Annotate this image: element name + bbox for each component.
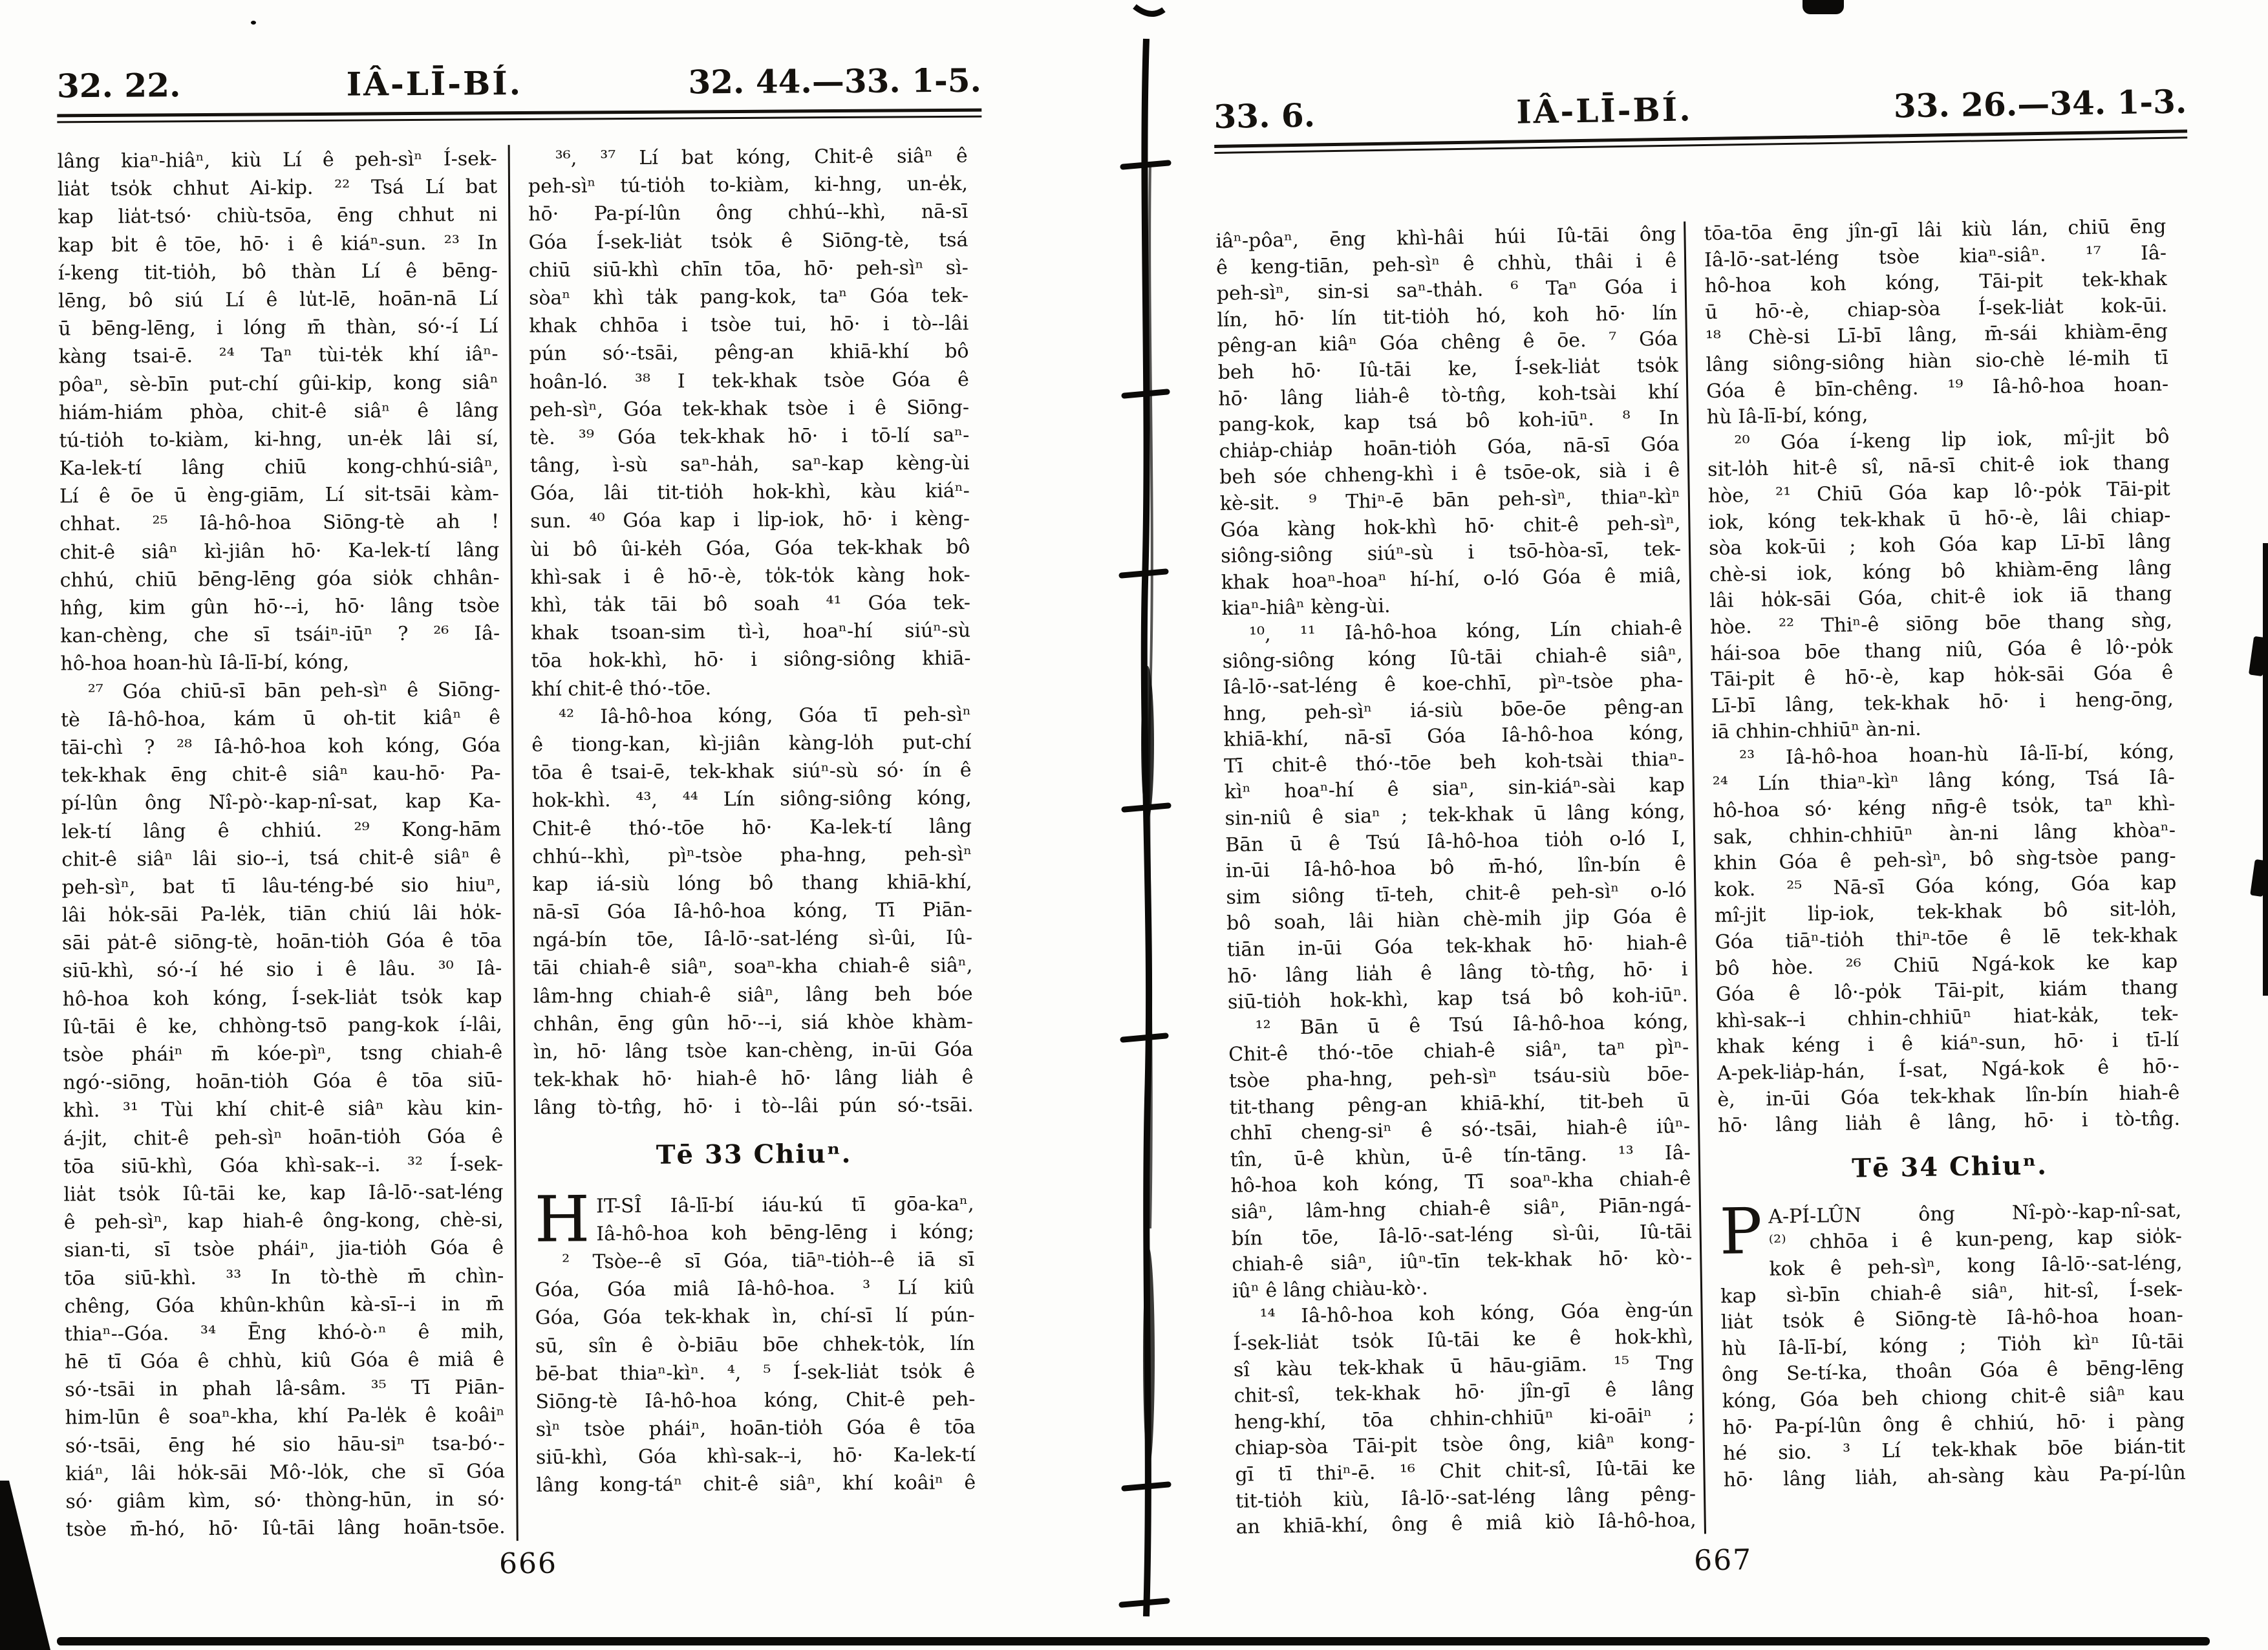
text-line: khì-sak i ê hō·-è, to̍k-to̍k kàng hok- [530,563,970,589]
text-line: lia̍t tso̍k ê Siōng-tè Iâ-hô-hoa hoan- [1720,1303,2184,1334]
text-line: ¹⁴ Iâ-hô-hoa koh kóng, Góa èng-ún [1259,1298,1693,1329]
text-line: Góa ê lô·-po̍k Tāi-pi̍t, kiám thang [1715,976,2179,1007]
text-line: ⁽²⁾ chhōa i ê kun-peng, kap sio̍k- [1768,1225,2183,1255]
text-line: hô-hoa koh kóng, Tī soaⁿ-kha chiah-ê [1230,1167,1691,1198]
text-line: peh-sìⁿ, Góa tek-khak tsòe i ê Siōng- [529,396,970,422]
text-line: siū-tio̍h hok-khì, kap tsá bô koh-iūⁿ. [1227,983,1689,1014]
text-line: chit-ê siâⁿ kì-jiân hō· Ka-lek-tí lâng [59,538,500,564]
scan-artifact-bottom-bar [57,1637,2210,1645]
text-line: Iâ-hô-hoa koh bēng-lēng i kóng; [596,1220,974,1246]
text-line: hiám-hiám phòa, chit-ê siâⁿ ê lâng [59,398,499,425]
text-line: kap lia̍t-tsó· chiù-tsōa, ēng chhut ni [58,203,498,229]
text-line: in-ūi Iâ-hô-hoa bô m̄-hó, lîn-bín ê [1225,852,1687,883]
text-line: tú-tio̍h to-kiàm, ki-hng, un-e̍k lâi sí, [59,427,499,453]
text-line: tè Iâ-hô-hoa, kám ū oh-tit kiâⁿ ê [60,705,501,732]
text-line: hō· Pa-pí-lûn ông ê chhiú, hō· i pàng [1722,1409,2185,1439]
text-line: sim siông tī-teh, chit-ê peh-sìⁿ o-ló [1226,879,1687,909]
text-line: thiaⁿ--Góa. ³⁴ Ēng khó-ò·ⁿ ê mi̍h, [64,1320,504,1346]
text-line: ²³ Iâ-hô-hoa hoan-hù Iâ-lī-bí, kóng, [1738,740,2175,770]
text-column-3 [1215,222,1696,1541]
text-line: pí-lûn ông Nî-pò·-kap-nî-sat, kap Ka- [61,789,501,815]
drop-cap: P [1718,1194,1763,1269]
text-line: bô soah, lâi hiàn chè-mi̍h ji̍p Góa ê [1226,905,1687,936]
text-line: kóng, Góa beh chiong chit-ê siâⁿ kau [1722,1382,2185,1413]
text-line: chiah-ê siâⁿ, iûⁿ-tīn tek-khak hō· kò·- [1232,1246,1693,1276]
text-line: sòa kok-ūi ; koh Góa kap Lī-bī lâng [1708,530,2172,561]
text-line: pôaⁿ, sè-bīn put-chí gûi-ki̍p, kong siâⁿ [58,370,498,396]
text-line: ngó·-siōng, hoān-tio̍h Góa ê tōa siū- [63,1069,503,1095]
dropcap-paragraph [534,1182,974,1257]
drop-cap: H [534,1182,590,1257]
text-line: hù Iâ-lī-bí, kóng, [1706,403,1868,429]
text-line: lēng, bô siú Lí ê lu̍t-lē, hoān-nā Lí [58,287,498,313]
page-header [57,62,981,105]
chapter-heading: Tē 33 Chiuⁿ. [656,1138,852,1170]
text-line: lín, hō· lín tit-tio̍h hó, koh hō· lín [1217,301,1678,332]
text-line: hok-khì. ⁴³, ⁴⁴ Lín siông-siông kóng, [531,787,972,813]
text-line: kiáⁿ, lâi ho̍k-sāi Mô·-lo̍k, che sī Góa [65,1460,506,1486]
text-line: Góa ê bīn-chêng. ¹⁹ Iâ-hô-hoa hoan- [1706,372,2169,403]
text-line: peh-sìⁿ tú-tio̍h to-kiàm, ki-hng, un-e̍k, [528,172,968,198]
text-line: hòe, ²¹ Chiū Góa kap lô·-po̍k Tāi-pi̍t [1707,477,2170,508]
text-line: lâng tò-tn̂g, hō· i tò--lâi pún só·-tsāi. [533,1094,974,1120]
text-line: him-lūn ê soaⁿ-kha, khí Pa-le̍k ê koâiⁿ [65,1404,505,1430]
text-line: tè. ³⁹ Góa tek-khak hō· i tō-lí saⁿ- [530,423,970,449]
text-line: Iâ-lō·-sat-léng ê koe-chhī, pìⁿ-tsòe pha- [1223,669,1684,699]
text-line: pang-kok, kap tsá bô koh-iūⁿ. ⁸ In [1218,406,1680,437]
text-line: beh sóe chheng-khì i ê tsōe-ok, sià i ê [1219,459,1680,489]
text-line: Góa, lâi tit-tio̍h hok-khì, kàu kiáⁿ- [530,480,970,506]
book-title: IÂ-LĪ-BÍ. [346,63,523,103]
text-line: tāi chiah-ê siâⁿ, soaⁿ-kha chiah-ê siâⁿ, [533,954,973,980]
text-line: chhân, ēng gûn hō·--i, siá khòe khàm- [533,1010,974,1036]
text-line: iâⁿ-pôaⁿ, ēng khì-hâi húi Iû-tāi ông [1215,222,1676,253]
text-line: sit-lo̍h hit-ê sî, nā-sī chit-ê iok thang [1707,451,2170,482]
text-line: Ka-lek-tí lâng chiū kong-chhú-siâⁿ, [59,455,499,480]
text-line: tōa siū-khì, Góa khì-sak--i. ³² Í-sek- [63,1152,504,1179]
header-verse-range-right: 32. 44.—33. 1-5. [688,61,982,102]
text-line: hòe. ²² Thiⁿ-ê siōng bōe thang sǹg, [1709,608,2173,639]
header-double-rule [57,109,981,123]
text-line: A-PÍ-LÛN ông Nî-pò·-kap-nî-sat, [1768,1199,2182,1228]
text-line: ông Se-tí-ka, thoân Góa ê bēng-lēng [1721,1356,2185,1387]
text-line: Chit-ê thó·-tōe chiah-ê siâⁿ, taⁿ pìⁿ- [1228,1036,1689,1067]
text-line: Chit-ê thó·-tōe hō· Ka-lek-tí lâng [531,815,972,841]
text-line: sin-niû ê siaⁿ ; tek-khak ū lâng kóng, [1225,800,1685,830]
text-line: kap bi̍t ê tōe, hō· i ê kiáⁿ-sun. ²³ In [58,231,498,257]
text-line: kè-si̍t. ⁹ Thiⁿ-ē bān peh-sìⁿ, thiaⁿ-kìⁿ [1219,485,1681,515]
text-line: tōa-tōa ēng jîn-gī lâi kiù lán, chiū ēng [1704,215,2166,246]
scan-artifact-corner-blotch [0,1481,50,1650]
text-line: Lī-bī lâng, tek-khak hō· i heng-ōng, [1711,687,2174,718]
text-line: lâng siông-siông hiàn sio-chè lé-mi̍h tī [1706,346,2168,377]
text-line: tsòe m̄-hó, hō· Iû-tāi lâng hoān-tsōe. [65,1516,506,1541]
text-line: chhú--khì, pìⁿ-tsòe pha-hng, peh-sìⁿ [532,842,972,868]
text-line: ùi bô ûi-ke̍h Góa, Góa tek-khak bô [530,535,970,561]
text-line: chit-sî, tek-khak hō· jîn-gī ê lâng [1234,1377,1695,1408]
text-line: siū-khì, só·-í hé sio i ê lâu. ³⁰ Iâ- [62,957,502,983]
text-line: khì, ta̍k tāi bô soah ⁴¹ Góa tek- [530,591,971,617]
text-line: peh-sìⁿ, sin-si saⁿ-tha̍h. ⁶ Taⁿ Góa i [1216,275,1677,306]
text-line: an khiā-khí, ông ê miâ kiò Iâ-hô-hoa, [1236,1508,1696,1539]
text-line: ū bēng-lēng, i lóng m̄ thàn, só·-í Lí [58,315,498,341]
text-line: chia̍p-chia̍p hoān-tio̍h Góa, nā-sī Góa [1219,433,1680,463]
text-line: lek-tí lâng ê chhiú. ²⁹ Kong-hām [61,817,502,843]
text-line: kìⁿ hoaⁿ-hí ê siaⁿ, sin-kiáⁿ-sài kap [1224,774,1685,804]
text-line: Í-sek-lia̍t tso̍k Iû-tāi ke ê hok-khì, [1233,1325,1694,1355]
text-line: heng-khí, tōa chhin-chhiūⁿ ki-oāiⁿ ; [1234,1404,1695,1434]
text-line: lâng kiaⁿ-hiâⁿ, kiù Lí ê peh-sìⁿ Í-sek- [57,147,497,173]
text-line: tōa hok-khì, hō· i siông-siông khiā- [531,647,971,673]
text-line: tāi-chì ? ²⁸ Iâ-hô-hoa koh kóng, Góa [61,734,501,760]
text-line: í-keng tit-tio̍h, bô thàn Lí ê bēng- [58,259,498,285]
text-column-1 [58,145,506,1543]
text-line: pún só·-tsāi, pêng-an khiā-khí bô [529,340,969,366]
text-line: khak kéng i ê kiáⁿ-sun, hō· i tī-lí [1716,1029,2179,1059]
page-right [1214,83,2210,1584]
text-line: iok, kóng tek-khak ū hō·-è, lâi chiap- [1708,504,2171,534]
text-line: tit-thang pêng-an khiā-khí, tit-beh ū [1229,1089,1690,1119]
text-line: ²⁷ Góa chiū-sī bān peh-sìⁿ ê Siōng- [87,678,500,703]
text-line: tek-khak hō· hiah-ê hō· lâng lia̍h ê [533,1066,974,1092]
page-number: 666 [498,1547,558,1581]
binding-gutter [1096,0,1199,1650]
text-line: tit-tio̍h kiù, Iâ-lō·-sat-léng lâng pêng- [1235,1483,1696,1513]
text-line: kiaⁿ-hiâⁿ kèng-ùi. [1221,595,1391,621]
chapter-heading: Tē 34 Chiuⁿ. [1851,1150,2048,1184]
text-line: hn̂g, kim gûn hō·--i, hō· lâng tsòe [59,594,500,620]
text-line: kok ê peh-sìⁿ, kong Iâ-lō·-sat-léng, [1769,1251,2183,1281]
text-line: só·-tsāi, ēng hé sio hāu-siⁿ tsa-bó·- [65,1431,505,1457]
text-line: Siōng-tè Iâ-hô-hoa kóng, Chit-ê peh- [535,1388,976,1413]
page-number: 667 [1693,1543,1753,1578]
text-line: pêng-an kiâⁿ Góa chêng ê ōe. ⁷ Góa [1217,328,1678,358]
header-verse-range-left: 32. 22. [56,66,181,105]
text-line: khiā-khí, nā-sī Góa Iâ-hô-hoa kóng, [1223,721,1684,752]
text-line: chiap-sòa Tāi-pi̍t tsòe ông, kiâⁿ kong- [1234,1430,1696,1461]
page-left [57,62,990,1583]
text-line: bē-bat thiaⁿ-kìⁿ. ⁴, ⁵ Í-sek-lia̍t tso̍k ê [535,1360,976,1386]
text-line: hù Iâ-lī-bí, kóng ; Tio̍h kìⁿ Iû-tāi [1721,1330,2184,1360]
text-line: gī tī thiⁿ-ē. ¹⁶ Chit chit-sî, Iû-tāi ke [1235,1456,1696,1486]
text-line: ¹⁸ Chè-si Lī-bī lâng, m̄-sái khiàm-ēng [1705,320,2168,350]
text-line: Tāi-pi̍t ê hō·-è, kap ho̍k-sāi Góa ê [1710,661,2174,692]
text-line: bô hòe. ²⁶ Chiū Ngá-kok ke kap [1715,950,2178,980]
text-line: chhat. ²⁵ Iâ-hô-hoa Siōng-tè ah ! [59,510,500,536]
text-line: kap iá-siù lóng bô thang khiā-khí, [532,870,972,896]
text-line: ¹⁰, ¹¹ Iâ-hô-hoa kóng, Lín chiah-ê [1248,616,1683,647]
text-line: lâi ho̍k-sāi Góa, chit-ê iok iā thang [1709,583,2172,613]
text-line: A-pek-lia̍p-hán, Í-sat, Ngá-kok ê hō·- [1717,1055,2180,1085]
text-line: Iû-tāi ê ke, chhòng-tsō pang-kok í-lâi, [62,1013,503,1039]
text-line: sî kàu tek-khak ū hāu-giām. ¹⁵ Tng [1233,1351,1695,1382]
text-line: nā-sī Góa Iâ-hô-hoa kóng, Tī Piān- [532,898,972,924]
text-line: IT-SÎ Iâ-lī-bí iáu-kú tī gōa-kaⁿ, [595,1192,974,1217]
text-line: chhī cheng-siⁿ ê só·-tsāi, hiah-ê iûⁿ- [1229,1115,1691,1145]
text-line: Iâ-lō·-sat-léng tsòe kiaⁿ-siâⁿ. ¹⁷ Iâ- [1704,241,2167,272]
text-line: hái-soa bōe thang niû, Góa ê lô·-po̍k [1710,635,2173,665]
text-line: sìⁿ tsòe pháiⁿ, hoān-tio̍h Góa ê tōa [535,1415,976,1441]
text-line: khak hoaⁿ-hoaⁿ hí-hí, o-ló Góa ê miâ, [1221,564,1682,594]
text-line: Tī chit-ê thó·-tōe beh koh-tsài thiaⁿ- [1223,747,1685,778]
header-verse-range-right: 33. 26.—34. 1-3. [1893,82,2187,125]
text-line: hô-hoa koh kóng, Í-sek-lia̍t tso̍k kap [62,985,502,1011]
text-line: ìn, hō· lâng tsòe kan-chèng, in-ūi Góa [533,1038,974,1064]
text-line: lia̍t tso̍k chhut Ai-ki̍p. ²² Tsá Lí bat [57,175,498,201]
text-line: lâm-hng chiah-ê siâⁿ, lâng beh bóe [533,982,973,1008]
text-line: ê tiong-kan, kì-jiân kàng-lo̍h put-chí [531,731,972,756]
text-line: sòaⁿ khì ta̍k pang-kok, taⁿ Góa tek- [528,284,969,310]
text-line: kok. ²⁵ Nā-sī Góa kóng, Góa kap [1714,871,2177,901]
scan-artifact-top-mark [1803,0,1844,14]
text-line: á-ji̍t, chit-ê peh-sìⁿ hoān-tio̍h Góa ê [63,1124,504,1150]
text-line: kap sì-bīn chiah-ê siâⁿ, hit-sî, Í-sek- [1720,1278,2183,1308]
text-line: hō· lâng lia̍h ê lâng, hō· i tò-tn̂g. [1717,1107,2181,1138]
text-line: khin Góa ê peh-sìⁿ, bô sǹg-tsòe pang- [1713,844,2176,875]
text-line: chit-ê siâⁿ lâi sio--i, tsá chit-ê siâⁿ ê [61,845,502,872]
text-line: tek-khak ēng chit-ê siâⁿ kau-hō· Pa- [61,762,501,788]
text-line: tōa siū-khì. ³³ In tò-thè m̄ chìn- [64,1264,504,1290]
text-line: siông-siông siúⁿ-sù i tsō-hòa-sī, tek- [1220,537,1682,568]
text-line: sun. ⁴⁰ Góa kap i li̍p-iok, hō· i kèng- [530,508,970,533]
text-line: ²⁴ Lín thiaⁿ-kìⁿ lâng kóng, Tsá Iâ- [1712,766,2176,797]
text-line: ū hō·-è, chiap-sòa Í-sek-lia̍t kok-ūi. [1705,294,2168,324]
text-line: khí chit-ê thó·-tōe. [531,676,712,701]
text-line: ² Tsòe--ê sī Góa, tiāⁿ-tio̍h--ê iā sī [562,1248,975,1274]
text-line: khak chhōa i tsòe tui, hō· i tò--lâi [529,312,969,338]
text-column-2 [528,142,976,1541]
text-line: beh hō· Iû-tāi ke, Í-sek-lia̍t tso̍k [1217,354,1678,384]
text-line: kan-chèng, che sī tsáiⁿ-iūⁿ ? ²⁶ Iâ- [60,622,500,648]
text-line: ê keng-tiān, peh-sìⁿ ê chhù, thâi i ê [1215,249,1677,279]
text-line: khì-sak--i chhin-chhiūⁿ hiat-ka̍k, tek- [1716,1002,2179,1033]
text-line: Góa kàng hok-khì hō· chit-ê peh-sìⁿ, [1220,511,1681,542]
text-line: tâng, ì-sù saⁿ-ha̍h, saⁿ-kap kèng-ùi [530,451,970,477]
text-line: siông-siông kóng Iû-tāi chiah-ê siâⁿ, [1222,643,1683,673]
text-line: hô-hoa hoan-hù Iâ-lī-bí, kóng, [60,651,350,676]
scan-artifact-right-edge-line [2263,543,2268,996]
text-line: hē tī Góa ê chhù, kiû Góa ê miâ ê [64,1348,505,1374]
text-line: ¹² Bān ū ê Tsú Iâ-hô-hoa kóng, [1255,1010,1689,1040]
text-line: ²⁰ Góa í-keng li̍p iok, mî-ji̍t bô [1734,425,2170,455]
column-divider [508,145,519,1541]
ink-speck [251,21,256,25]
text-line: sak, chhin-chhiūⁿ àn-ni lâng khòaⁿ- [1713,819,2176,849]
text-line: sāi pa̍t-ê siōng-tè, hoān-tio̍h Góa ê tōa [62,929,502,955]
text-line: hé sio. ³ Lí tek-khak bōe bián-tit [1722,1435,2186,1465]
text-line: só·-tsāi in phah lâ-sâm. ³⁵ Tī Piān- [65,1376,505,1402]
text-line: hō· Pa-pí-lûn ông chhú--khì, nā-sī [528,200,968,226]
text-line: iā chhin-chhiūⁿ àn-ni. [1711,718,1921,744]
text-line: kàng tsai-ē. ²⁴ Taⁿ tùi-te̍k khí iâⁿ- [58,343,498,369]
text-line: siâⁿ, lâm-hng chiah-ê siâⁿ, Piān-ngá- [1230,1194,1692,1224]
text-line: è, in-ūi Góa tek-khak lîn-bín hiah-ê [1717,1081,2180,1111]
text-line: tōa ê tsai-ē, tek-khak siúⁿ-sù só· ín ê [531,758,972,785]
text-line: hō· lâng lia̍h-ê tò-tn̂g, koh-tsài khí [1218,380,1679,411]
text-line: sian-ti, sī tsòe pháiⁿ, jia-tio̍h Góa ê [63,1236,504,1262]
text-line: Góa, Góa miâ Iâ-hô-hoa. ³ Lí kiû [535,1276,975,1302]
text-line: khak tsoan-sim tì-ì, hoaⁿ-hí siúⁿ-sù [531,619,971,645]
book-title: IÂ-LĪ-BÍ. [1515,90,1693,131]
text-line: hng, peh-sìⁿ iá-siù bōe-ōe pêng-an [1223,695,1684,725]
text-line: peh-sìⁿ, bat tī lâu-téng-bé sio hiuⁿ, [61,873,502,899]
text-line: tiān in-ūi Góa tek-khak hō· hiah-ê [1226,931,1687,961]
page-header [1214,83,2187,136]
text-line: khì. ³¹ Tùi khí chit-ê siâⁿ kàu kin- [63,1097,503,1122]
text-line: ⁴² Iâ-hô-hoa kóng, Góa tī peh-sìⁿ [558,703,972,729]
text-line: lia̍t tso̍k Iû-tāi ke, kap Iâ-lō·-sat-léng [63,1181,504,1206]
text-line: hô-hoa só· kéng nn̄g-ê tso̍k, taⁿ khì- [1713,792,2176,823]
text-line: sū, sîn ê ò-biāu bōe chhek-to̍k, lín [535,1332,976,1358]
text-line: chêng, Góa khûn-khûn kà-sī--i in m̄ [64,1292,504,1318]
text-line: só· giâm kìm, só· thòng-hūn, in só· [65,1488,506,1514]
text-line: hō· lâng lia̍h ê lâng tò-tn̂g, hō· i [1227,958,1688,988]
header-verse-range-left: 33. 6. [1214,96,1316,136]
text-line: tsòe pháiⁿ m̄ kóe-pìⁿ, tsng chiah-ê [63,1041,503,1067]
text-line: tîn, ū-ê khùn, ū-ê tín-tāng. ¹³ Iâ- [1230,1141,1691,1172]
text-line: siū-khì, Góa khì-sak--i, hō· Ka-lek-tí [535,1443,976,1470]
text-column-4 [1704,214,2187,1534]
text-line: hô-hoa koh kóng, Tāi-pi̍t tek-khak [1704,268,2167,298]
text-line: lâi ho̍k-sāi Pa-le̍k, tiān chiú lâi ho̍k- [61,901,502,927]
text-line: chiū siū-khì chīn tōa, hō· peh-sìⁿ sì- [528,256,968,282]
text-line: chhú, chiū bēng-lēng góa sio̍k chhân- [59,566,500,592]
text-line: ³⁶, ³⁷ Lí bat kóng, Chit-ê siâⁿ ê [555,144,968,170]
text-line: hoân-ló. ³⁸ I tek-khak tsòe Góa ê [529,368,969,394]
text-line: Bān ū ê Tsú Iâ-hô-hoa tio̍h o-ló I, [1225,826,1686,857]
text-line: hō· lâng lia̍h, ah-sàng kàu Pa-pí-lûn [1723,1461,2186,1492]
text-line: tsòe pha-hng, peh-sìⁿ tsáu-siù bōe- [1228,1062,1690,1093]
text-line: bín tōe, Iâ-lō·-sat-léng sì-ûi, Iû-tāi [1231,1220,1692,1250]
text-line: Góa, Góa tek-khak ìn, chí-sī lí pún- [535,1304,975,1330]
text-line: chè-si iok, kóng bô khiàm-ēng lâng [1709,556,2172,586]
text-line: ê peh-sìⁿ, kap hiah-ê ông-kong, chè-si, [63,1208,504,1234]
text-line: Góa Í-sek-lia̍t tso̍k ê Siōng-tè, tsá [528,228,968,254]
text-line: mî-ji̍t li̍p-iok, tek-khak bô sit-lo̍h, [1714,897,2177,928]
text-line: Lí ê ōe ū èng-giām, Lí si̍t-tsāi kàm- [59,482,500,508]
text-line: ngá-bín tōe, Iâ-lō·-sat-léng sì-ûi, Iû- [533,927,973,952]
text-line: iûⁿ ê lâng chiàu-kò·. [1232,1276,1428,1303]
text-line: lâng kong-táⁿ chit-ê siâⁿ, khí koâiⁿ ê [536,1472,976,1497]
text-line: Góa tiāⁿ-tio̍h thiⁿ-tōe ê lē tek-khak [1715,923,2177,954]
